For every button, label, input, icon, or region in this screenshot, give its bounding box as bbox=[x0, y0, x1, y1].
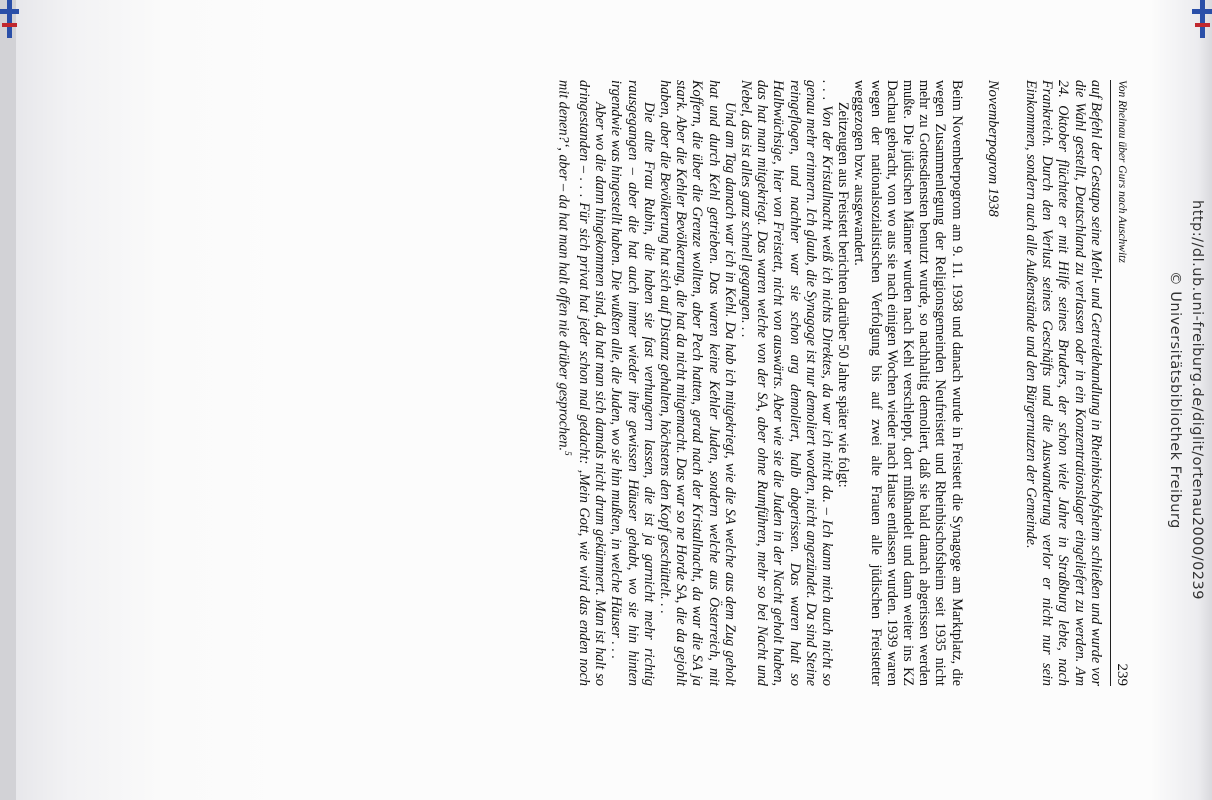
quote-paragraph-1: . . . Von der Kristallnacht weiß ich nichts Direktes, da war ich nicht da. – Ich kann mich auch nicht so genau mehr erinnern. Ich glaub, die Synagoge ist nur demoliert worden, nicht angezündet. Da sind Steine reingeflogen, und nachher war sie schon arg demoliert, halb abgerissen. Das waren halt so Halbwüchsige, hier von Freistett, nicht von auswärts. Aber wie sie die Juden in der Nacht geholt haben, das hat man mitgekriegt. Das waren welche von der SA, aber ohne Rumführen, mehr so bei Nacht und Nebel, das ist alles ganz schnell gegangen. . . bbox=[737, 80, 835, 686]
watermark-strip bbox=[1160, 0, 1212, 800]
quote-paragraph-3: Die alte Frau Rubin, die haben sie fast verhungern lassen, die ist ja garnicht mehr richtig rausgegangen – aber die hat auch immer wieder ihre gewissen Häuser gehabt, wo sie hin hinten irgendwie was hingestellt haben. Die wußten alle, die Juden, wo sie hin mußten, in welche Häuser . . . bbox=[608, 80, 657, 686]
library-logo-icon-bottom bbox=[0, 0, 19, 38]
library-logo-icon bbox=[1192, 0, 1212, 38]
quote-paragraph-2: Und am Tag danach war ich in Kehl. Da hab ich mitgekriegt, wie die SA welche aus dem Zug geholt hat und durch Kehl getrieben. Das waren keine Kehler Juden, sondern welche aus Österreich, mit Koffern, die über die Grenze wollten, aber Pech hatten, gerad nach der Kristallnacht, da war die SA ja stark. Aber die Kehler Bevölkerung, die hat da nicht mitgemacht. Das war so ne Horde SA, die da gejohlt haben, aber die Bevölkerung hat sich auf Distanz gehalten, höchstens den Kopf geschüttelt. . . bbox=[656, 80, 738, 686]
intro-paragraph: auf Befehl der Gestapo seine Mehl- und Getreidehandlung in Rheinbischofsheim schließen und wurde vor die Wahl gestellt, Deutschland zu verlassen oder in ein Konzentrationslager eingeliefert zu werden. Am 24. Oktober flüchtete er mit Hilfe seines Bruders, der schon viele Jahre in Straßburg lebte, nach Frankreich. Durch den Verlust seines Geschäfts und die Auswanderung verlor er nicht nur sein Einkommen, sondern auch alle Außenstände und den Bürgernutzen der Gemeinde. bbox=[1022, 80, 1104, 686]
quote-4-text: Aber wo die dann hingekommen sind, da hat man sich damals nicht drum gekümmert. Man ist halt so dringestanden – . . . Für sich privat hat jeder schon mal gedacht: ‚Mein Gott, wie wird das enden noch mit denen?‘, aber – da hat man halt offen nie drüber gesprochen. bbox=[554, 80, 609, 686]
page-edge-bar bbox=[0, 0, 16, 800]
witness-intro: Zeitzeugen aus Freistett berichten darüber 50 Jahre später wie folgt: bbox=[835, 102, 852, 488]
body-paragraph: Beim Novemberpogrom am 9. 11. 1938 und danach wurde in Freistett die Synagoge am Marktplatz, die wegen Zusammenlegung der Religionsgemeinden Neufreistett und Rheinbischofsheim seit 1935 nicht mehr zu Gottesdiensten benutzt wurde, so nachhaltig demoliert, daß sie bald danach abgerissen werden mußte. Die jüdischen Männer wurden nach Kehl verschleppt, dort mißhandelt und dann weiter ins KZ Dachau gebracht, von wo aus sie nach einigen Wochen wieder nach Hause entlassen wurden. 1939 waren wegen der nationalsozialistischen Verfolgung bis auf zwei alte Frauen alle jüdischen Freistetter weggezogen bzw. ausgewandert. bbox=[851, 80, 965, 686]
running-head bbox=[1110, 80, 1130, 686]
watermark-credit: © Universitätsbibliothek Freiburg bbox=[1167, 271, 1183, 529]
section-heading: Novemberpogrom 1938 bbox=[984, 80, 1001, 217]
quote-paragraph-4 bbox=[555, 80, 608, 686]
running-head-title: Von Rheinau über Gurs nach Auschwitz bbox=[1116, 80, 1128, 263]
page-text bbox=[80, 80, 1130, 686]
footnote-ref: 5 bbox=[562, 451, 573, 456]
page-number: 239 bbox=[1114, 663, 1130, 686]
watermark-url[interactable]: http://dl.ub.uni-freiburg.de/diglit/ortenau2000/0239 bbox=[1189, 200, 1205, 600]
